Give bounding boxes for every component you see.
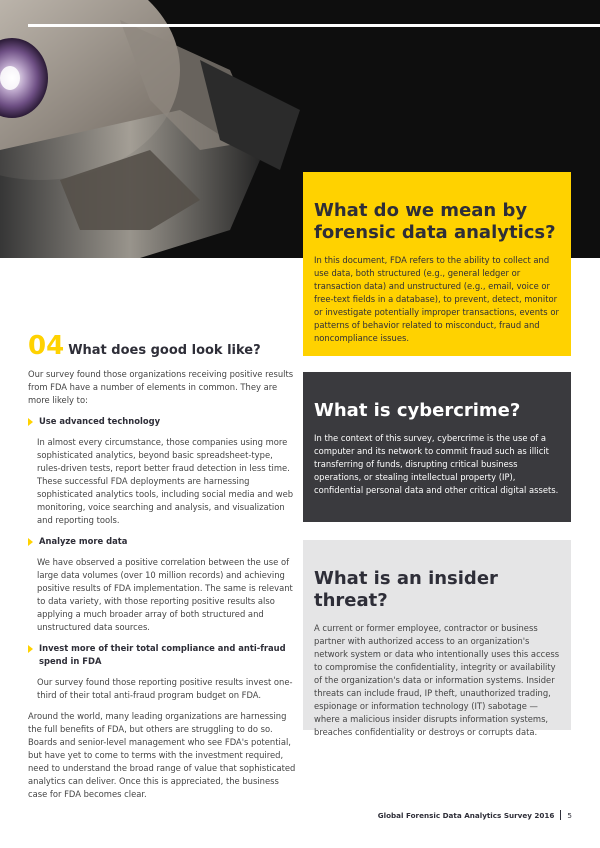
bullet-advanced-technology	[28, 415, 296, 428]
bullet-label: Use advanced technology	[39, 416, 161, 426]
main-column	[28, 332, 296, 809]
section-intro: Our survey found those organizations receiving positive results from FDA have a number of elements in common. They are more likely to:	[28, 369, 294, 405]
bullet-invest-fda	[28, 642, 296, 668]
section-number: 04	[28, 331, 65, 361]
cybercrime-body: In the context of this survey, cybercrime is the use of a computer and its network to commit fraud such as illicit transferring of funds, disrupting critical business operations, or stealing intellectual property (IP), confidential personal data and other critical digital assets.	[314, 433, 559, 495]
insider-threat-box	[303, 540, 571, 737]
insider-threat-title: What is an insider threat?	[314, 568, 498, 611]
cybercrime-definition-box	[303, 372, 571, 522]
fda-definition-body: In this document, FDA refers to the ability to collect and use data, both structured (e.g., general ledger or transaction data) and unstructured (e.g., email, voice or free-text fields in a database), to prevent, detect, monitor or investigate potentially improper transactions, events or patterns of behavior related to misconduct, fraud and noncompliance issues.	[314, 255, 559, 343]
footer-divider	[560, 810, 561, 820]
section-heading	[28, 332, 296, 360]
insider-threat-body: A current or former employee, contractor or business partner with authorized access to an organization's network system or data who intentionally uses this access to compromise the confidentiality, integrity or availability of the organization's data or information systems. Insider threats can include fraud, IP theft, unauthorized trading, espionage or information technology (IT) sabotage — where a malicious insider disrupts information systems, breaches confidentiality or destroys or corrupts data.	[314, 623, 560, 737]
footer-title: Global Forensic Data Analytics Survey 2016	[377, 810, 555, 820]
bullet-arrow-icon	[28, 418, 33, 426]
bullet-arrow-icon	[28, 538, 33, 546]
bullet-more-data	[28, 535, 296, 548]
section-closing: Around the world, many leading organizations are harnessing the full benefits of FDA, but others are struggling to do so. Boards and senior-level management who see FDA's potential, but have yet to come to terms with the investment required, need to understand the broad range of value that sophisticated analytics can deliver. Once this is appreciated, the business case for FDA becomes clear.	[28, 711, 296, 799]
bullet-arrow-icon	[28, 645, 33, 653]
page-number: 5	[567, 810, 572, 820]
fda-definition-title: What do we mean by forensic data analytics?	[314, 200, 556, 243]
fda-definition-box	[303, 172, 571, 356]
bullet-text: Our survey found those reporting positive results invest one-third of their total anti-fraud program budget on FDA.	[37, 677, 293, 700]
bullet-label: Analyze more data	[39, 536, 128, 546]
bullet-text: We have observed a positive correlation between the use of large data volumes (over 10 million records) and achieving positive results of FDA implementation. The same is relevant to data variety, with those reporting positive results also applying a much broader array of both structured and unstructured data sources.	[37, 557, 293, 632]
cybercrime-title: What is cybercrime?	[314, 400, 521, 421]
section-title: What does good look like?	[68, 343, 261, 358]
bullet-label: Invest more of their total compliance and anti-fraud spend in FDA	[39, 643, 286, 666]
page-footer	[378, 810, 572, 820]
bullet-text: In almost every circumstance, those companies using more sophisticated analytics, beyond basic spreadsheet-type, rules-driven tests, report better fraud detection in less time. These successful FDA deployments are harnessing sophisticated analytics tools, including social media and web monitoring, voice searching and analysis, and visualization and reporting tools.	[37, 437, 294, 525]
